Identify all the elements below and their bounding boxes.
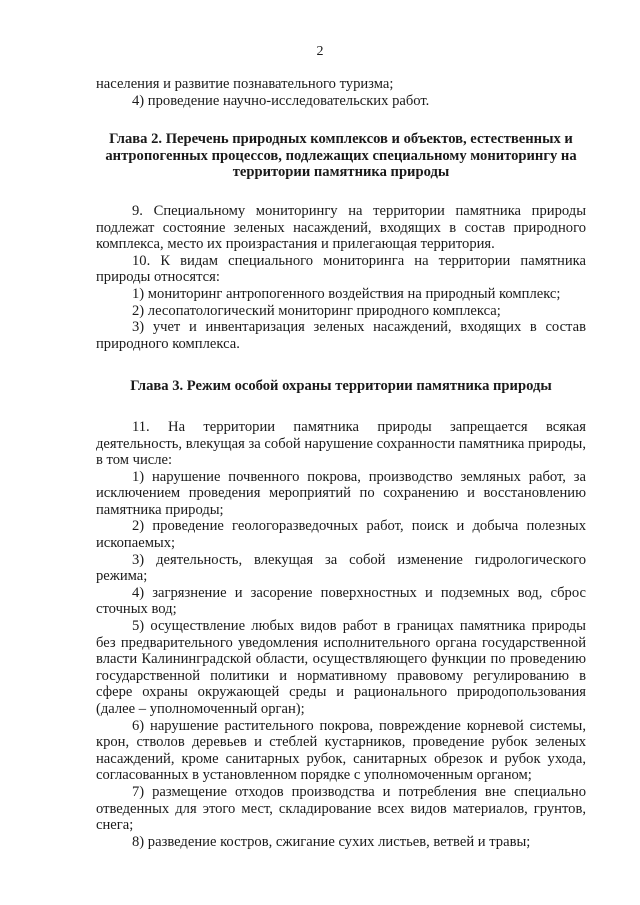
list-item: 4) загрязнение и засорение поверхностных и подземных вод, сброс сточных вод; (96, 584, 586, 618)
chapter-3-title: Глава 3. Режим особой охраны территории памятника природы (130, 378, 552, 395)
intro-line-2: 4) проведение научно-исследовательских работ. (132, 92, 430, 109)
intro-line-1: населения и развитие познавательного туризма; (96, 76, 394, 92)
paragraph-11: 11. На территории памятника природы запрещается всякая деятельность, влекущая за собой нарушение сохранности памятника природы, в том числе: (96, 418, 586, 469)
list-item: 6) нарушение растительного покрова, повреждение корневой системы, крон, стволов деревьев и стеблей кустарников, проведение рубок зеленых насаждений, кроме санитарных рубок, санитарных обрезок и рубок ухода, согласованных в установленном порядке с уполномоченным органом; (96, 717, 586, 784)
list-item: 1) мониторинг антропогенного воздействия на природный комплекс; (132, 285, 561, 302)
list-item: 1) нарушение почвенного покрова, производство земляных работ, за исключением проведения мероприятий по сохранению и восстановлению памятника природы; (96, 468, 586, 518)
document-body (96, 76, 586, 850)
chapter-2-title: Глава 2. Перечень природных комплексов и объектов, естественных и антропогенных процессов, подлежащих специальному мониторингу на территории памятника природы (105, 131, 577, 181)
page-number: 2 (316, 44, 324, 59)
paragraph-10: 10. К видам специального мониторинга на территории памятника природы относятся: (96, 252, 586, 286)
list-item: 8) разведение костров, сжигание сухих листьев, ветвей и травы; (132, 833, 531, 850)
list-item: 5) осуществление любых видов работ в границах памятника природы без предварительного уведомления исполнительного органа государственной власти Калининградской области, осуществляющего функции по проведению государственной политики и нормативному правовому регулированию в сфере охраны окружающей среды и рационального природопользования (далее – уполномоченный орган); (96, 618, 586, 717)
list-item: 3) учет и инвентаризация зеленых насаждений, входящих в состав природного комплекса. (96, 319, 586, 352)
list-item: 2) проведение геологоразведочных работ, поиск и добыча полезных ископаемых; (96, 518, 586, 552)
list-item: 7) размещение отходов производства и потребления вне специально отведенных для этого мест, складирование всех видов материалов, грунтов, снега; (96, 783, 586, 834)
paragraph-9: 9. Специальному мониторингу на территории памятника природы подлежат состояние зеленых насаждений, входящих в состав природного комплекса, место их произрастания и прилегающая территория. (96, 202, 586, 253)
list-item: 3) деятельность, влекущая за собой изменение гидрологического режима; (96, 551, 586, 585)
list-item: 2) лесопатологический мониторинг природного комплекса; (132, 302, 501, 319)
